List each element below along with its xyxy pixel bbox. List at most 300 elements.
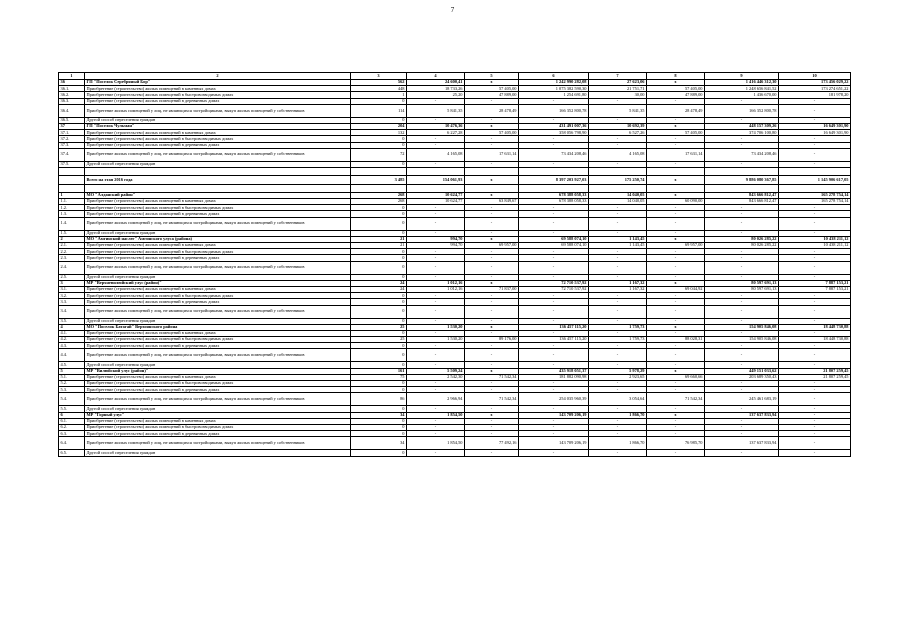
table-cell: 72 710 537,92 bbox=[519, 280, 589, 286]
table-cell: - bbox=[589, 299, 647, 305]
table-cell: - bbox=[647, 211, 705, 217]
table-cell: МР "Вилюйский улус (район)" bbox=[85, 368, 351, 374]
table-cell: - bbox=[465, 249, 519, 255]
table-cell: 4 165,08 bbox=[407, 148, 465, 161]
table-cell: - bbox=[407, 330, 465, 336]
table-cell: - bbox=[465, 424, 519, 430]
table-cell: МО "Амгинский наслег" Амгинского улуса (района) bbox=[85, 236, 351, 242]
table-cell bbox=[407, 167, 465, 175]
table-cell: - bbox=[647, 261, 705, 274]
table-cell: 80 026 285,22 bbox=[705, 236, 779, 242]
table-cell: - bbox=[705, 255, 779, 261]
table-cell: 0 bbox=[351, 293, 407, 299]
table-cell: - bbox=[705, 299, 779, 305]
table-cell: Приобретение (строительство) жилых помещений в быстровозводимых домах bbox=[85, 381, 351, 387]
table-body bbox=[59, 73, 851, 457]
table-cell: 181 978,20 bbox=[779, 92, 851, 98]
table-cell bbox=[589, 184, 647, 192]
table-cell: Приобретение (строительство) жилых помещений в деревянных домах bbox=[85, 431, 351, 437]
table-cell: - bbox=[519, 205, 589, 211]
table-cell: Другой способ переселения граждан bbox=[85, 230, 351, 236]
table-cell: Приобретение (строительство) жилых помещений в каменных домах bbox=[85, 374, 351, 380]
table-cell: 0 bbox=[351, 217, 407, 230]
table-cell bbox=[519, 184, 589, 192]
table-cell: 173 274 651,22 bbox=[779, 86, 851, 92]
table-cell: - bbox=[779, 136, 851, 142]
table-cell: х bbox=[465, 80, 519, 86]
column-number: 6 bbox=[519, 73, 589, 80]
table-cell: 137 637 833,94 bbox=[705, 412, 779, 418]
table-cell: 18 448 730,88 bbox=[779, 324, 851, 330]
table-cell: 4.1. bbox=[59, 330, 85, 336]
table-cell: 0 bbox=[351, 343, 407, 349]
table-cell: - bbox=[519, 349, 589, 362]
table-cell: 5 bbox=[59, 368, 85, 374]
table-cell: 76 985,70 bbox=[647, 437, 705, 450]
table-cell: - bbox=[519, 299, 589, 305]
table-cell: Приобретение жилых помещений у лиц, не являющихся застройщиками, выкуп жилых помещений у собственников bbox=[85, 261, 351, 274]
table-cell: 3 bbox=[59, 280, 85, 286]
table-cell: Приобретение (строительство) жилых помещений в быстровозводимых домах bbox=[85, 424, 351, 430]
table-cell: - bbox=[465, 299, 519, 305]
column-number: 4 bbox=[407, 73, 465, 80]
table-cell: Приобретение жилых помещений у лиц, не являющихся застройщиками, выкуп жилых помещений у собственников bbox=[85, 217, 351, 230]
table-cell: 71 837,00 bbox=[465, 286, 519, 292]
table-row bbox=[59, 437, 851, 450]
table-cell: 24 bbox=[351, 280, 407, 286]
table-cell: 268 bbox=[351, 199, 407, 205]
table-cell: - bbox=[779, 343, 851, 349]
table-cell: - bbox=[589, 343, 647, 349]
table-cell: 14 040,05 bbox=[589, 199, 647, 205]
table-cell: 5.2. bbox=[59, 381, 85, 387]
table-cell: 25,20 bbox=[407, 92, 465, 98]
table-cell: 47 889,00 bbox=[465, 92, 519, 98]
table-cell: 80 597 691,13 bbox=[705, 280, 779, 286]
column-number: 3 bbox=[351, 73, 407, 80]
table-cell: Приобретение жилых помещений у лиц, не являющихся застройщиками, выкуп жилых помещений у собственников bbox=[85, 393, 351, 406]
table-cell: - bbox=[779, 117, 851, 123]
table-cell: 72 bbox=[351, 148, 407, 161]
table-cell: - bbox=[407, 230, 465, 236]
table-cell: - bbox=[589, 362, 647, 368]
table-cell: 5 841,35 bbox=[589, 104, 647, 117]
table-cell: 0 bbox=[351, 230, 407, 236]
table-cell: Приобретение (строительство) жилых помещений в быстровозводимых домах bbox=[85, 136, 351, 142]
table-cell: 1 bbox=[59, 192, 85, 198]
table-cell: 37.2. bbox=[59, 136, 85, 142]
table-cell: - bbox=[779, 148, 851, 161]
table-cell: 0 bbox=[351, 450, 407, 456]
table-cell: - bbox=[705, 249, 779, 255]
table-cell: - bbox=[519, 98, 589, 104]
table-cell: 448 bbox=[351, 86, 407, 92]
table-cell: - bbox=[705, 330, 779, 336]
table-cell: 2 923,65 bbox=[589, 374, 647, 380]
table-cell: - bbox=[407, 387, 465, 393]
table-cell: 80 026 285,22 bbox=[705, 243, 779, 249]
table-cell: Приобретение (строительство) жилых помещений в быстровозводимых домах bbox=[85, 249, 351, 255]
table-cell: 1.2. bbox=[59, 205, 85, 211]
table-cell: МО "Алданский район" bbox=[85, 192, 351, 198]
table-cell: 37.4. bbox=[59, 148, 85, 161]
table-cell: 143 709 206,19 bbox=[519, 412, 589, 418]
table-cell: 1 759,73 bbox=[589, 337, 647, 343]
table-cell: - bbox=[519, 318, 589, 324]
table-cell: Приобретение жилых помещений у лиц, не являющихся застройщиками, выкуп жилых помещений у собственников bbox=[85, 104, 351, 117]
table-cell: х bbox=[465, 123, 519, 129]
table-cell: 1 436 670,00 bbox=[705, 92, 779, 98]
table-cell bbox=[647, 184, 705, 192]
table-cell: Приобретение (строительство) жилых помещений в каменных домах bbox=[85, 418, 351, 424]
table-cell: 166 352 800,78 bbox=[705, 104, 779, 117]
table-cell: - bbox=[705, 211, 779, 217]
table-cell: - bbox=[465, 431, 519, 437]
table-cell: - bbox=[407, 343, 465, 349]
table-cell: 204 bbox=[351, 123, 407, 129]
table-cell: 9 886 080 367,85 bbox=[705, 175, 779, 184]
table-cell: - bbox=[519, 261, 589, 274]
table-cell: - bbox=[589, 230, 647, 236]
table-cell: 678 388 058,33 bbox=[519, 192, 589, 198]
table-cell: - bbox=[705, 161, 779, 167]
table-cell: - bbox=[407, 274, 465, 280]
table-cell bbox=[519, 167, 589, 175]
table-cell: - bbox=[647, 381, 705, 387]
table-cell: 10 692,39 bbox=[589, 123, 647, 129]
table-cell: - bbox=[465, 387, 519, 393]
table-cell: - bbox=[779, 217, 851, 230]
table-cell: - bbox=[705, 274, 779, 280]
table-cell: - bbox=[519, 431, 589, 437]
table-cell: 1 167,32 bbox=[589, 280, 647, 286]
table-cell: 2 bbox=[59, 236, 85, 242]
table-cell: - bbox=[779, 450, 851, 456]
table-cell: - bbox=[407, 349, 465, 362]
table-cell: 10 476,36 bbox=[407, 123, 465, 129]
table-cell: - bbox=[647, 217, 705, 230]
table-cell: - bbox=[407, 261, 465, 274]
table-cell: - bbox=[779, 293, 851, 299]
table-cell: 21 751,71 bbox=[589, 86, 647, 92]
table-cell: х bbox=[465, 324, 519, 330]
table-cell: - bbox=[465, 362, 519, 368]
table-cell: 36.1. bbox=[59, 86, 85, 92]
table-cell: - bbox=[589, 142, 647, 148]
table-cell: 1 416 446 312,30 bbox=[705, 80, 779, 86]
column-number-row bbox=[59, 73, 851, 80]
table-cell: - bbox=[647, 293, 705, 299]
table-cell: 175 250,74 bbox=[589, 175, 647, 184]
table-cell: Приобретение (строительство) жилых помещений в деревянных домах bbox=[85, 142, 351, 148]
table-cell: 165 278 754,14 bbox=[779, 192, 851, 198]
table-cell: 843 666 812,47 bbox=[705, 199, 779, 205]
table-cell: 435 918 051,37 bbox=[519, 368, 589, 374]
table-cell: 25 bbox=[351, 337, 407, 343]
table-cell: 2 542,30 bbox=[407, 374, 465, 380]
table-cell: - bbox=[647, 318, 705, 324]
table-cell: 0 bbox=[351, 261, 407, 274]
table-cell: 6 227,28 bbox=[407, 130, 465, 136]
table-cell: 71 542,34 bbox=[465, 393, 519, 406]
table-cell: - bbox=[465, 450, 519, 456]
table-cell: х bbox=[465, 280, 519, 286]
table-cell: - bbox=[705, 318, 779, 324]
table-cell: - bbox=[519, 136, 589, 142]
table-cell: Приобретение жилых помещений у лиц, не являющихся застройщиками, выкуп жилых помещений у собственников bbox=[85, 437, 351, 450]
table-cell: - bbox=[465, 261, 519, 274]
table-cell: 28 478,49 bbox=[647, 104, 705, 117]
table-cell: 6 527,26 bbox=[589, 130, 647, 136]
table-cell: х bbox=[647, 236, 705, 242]
table-cell: - bbox=[465, 293, 519, 299]
table-cell: - bbox=[779, 330, 851, 336]
table-cell: Приобретение (строительство) жилых помещений в каменных домах bbox=[85, 330, 351, 336]
table-cell: - bbox=[519, 217, 589, 230]
table-cell: х bbox=[647, 368, 705, 374]
table-cell: Приобретение жилых помещений у лиц, не являющихся застройщиками, выкуп жилых помещений у собственников bbox=[85, 305, 351, 318]
table-cell: - bbox=[705, 450, 779, 456]
table-cell: 143 709 206,19 bbox=[519, 437, 589, 450]
table-cell: 17 631,14 bbox=[647, 148, 705, 161]
table-cell: 173 456 029,22 bbox=[779, 80, 851, 86]
table-cell: 7 887 153,21 bbox=[779, 280, 851, 286]
table-row bbox=[59, 167, 851, 175]
table-cell: 18 448 730,88 bbox=[779, 337, 851, 343]
table-cell: 28 478,49 bbox=[465, 104, 519, 117]
table-cell: 0 bbox=[351, 211, 407, 217]
table-cell: - bbox=[407, 117, 465, 123]
table-cell: 37.3. bbox=[59, 142, 85, 148]
table-cell: - bbox=[589, 293, 647, 299]
table-cell: 5 978,29 bbox=[589, 368, 647, 374]
table-cell: - bbox=[779, 381, 851, 387]
table-cell: - bbox=[465, 305, 519, 318]
resettlement-table bbox=[58, 72, 851, 457]
table-cell: - bbox=[407, 161, 465, 167]
table-cell: - bbox=[647, 98, 705, 104]
table-cell: 137 637 833,94 bbox=[705, 437, 779, 450]
table-cell: - bbox=[647, 330, 705, 336]
table-cell: 3.1. bbox=[59, 286, 85, 292]
table-cell: 73 434 208,46 bbox=[705, 148, 779, 161]
table-cell: 431 491 007,36 bbox=[519, 123, 589, 129]
table-cell: 69 588 074,10 bbox=[519, 236, 589, 242]
table-cell: 7 887 153,21 bbox=[779, 286, 851, 292]
table-cell: х bbox=[465, 175, 519, 184]
table-cell: - bbox=[779, 437, 851, 450]
table-cell: - bbox=[465, 330, 519, 336]
table-cell: - bbox=[465, 418, 519, 424]
table-cell: 562 bbox=[351, 80, 407, 86]
table-cell: - bbox=[647, 343, 705, 349]
table-cell: 0 bbox=[351, 136, 407, 142]
table-cell: 16 649 301,90 bbox=[779, 130, 851, 136]
table-cell: Другой способ переселения граждан bbox=[85, 318, 351, 324]
table-cell: 10 438 211,12 bbox=[779, 236, 851, 242]
table-cell: 57 405,00 bbox=[647, 86, 705, 92]
table-cell: 6.4. bbox=[59, 437, 85, 450]
table-cell: - bbox=[407, 142, 465, 148]
table-cell: 1 866,70 bbox=[589, 437, 647, 450]
table-cell: - bbox=[519, 211, 589, 217]
table-cell: - bbox=[647, 424, 705, 430]
table-cell: - bbox=[589, 418, 647, 424]
table-cell: - bbox=[519, 362, 589, 368]
table-cell: 245 461 683,19 bbox=[705, 393, 779, 406]
table-cell: 0 bbox=[351, 406, 407, 412]
table-cell: 36.3. bbox=[59, 98, 85, 104]
table-cell: - bbox=[779, 142, 851, 148]
table-cell bbox=[465, 167, 519, 175]
table-cell: - bbox=[465, 255, 519, 261]
table-cell: 60 090,00 bbox=[647, 199, 705, 205]
table-cell: 1 bbox=[351, 92, 407, 98]
table-cell: - bbox=[519, 255, 589, 261]
table-cell: 181 882 090,98 bbox=[519, 374, 589, 380]
table-cell: - bbox=[465, 230, 519, 236]
table-cell: 6.5. bbox=[59, 450, 85, 456]
table-cell: - bbox=[779, 299, 851, 305]
table-cell: Приобретение жилых помещений у лиц, не являющихся застройщиками, выкуп жилых помещений у собственников bbox=[85, 148, 351, 161]
table-cell bbox=[705, 184, 779, 192]
table-cell: 154 905 846,08 bbox=[705, 337, 779, 343]
table-cell: - bbox=[407, 299, 465, 305]
table-cell: - bbox=[779, 431, 851, 437]
table-cell: 21 807 259,45 bbox=[779, 374, 851, 380]
table-cell: - bbox=[465, 205, 519, 211]
table-cell: - bbox=[519, 117, 589, 123]
table-cell: 36.4. bbox=[59, 104, 85, 117]
table-cell: Приобретение (строительство) жилых помещений в деревянных домах bbox=[85, 98, 351, 104]
table-cell: - bbox=[647, 274, 705, 280]
table-cell: - bbox=[465, 211, 519, 217]
table-cell: 1 143,45 bbox=[589, 236, 647, 242]
table-cell: 994,70 bbox=[407, 243, 465, 249]
table-cell: Приобретение (строительство) жилых помещений в быстровозводимых домах bbox=[85, 337, 351, 343]
table-cell: - bbox=[779, 349, 851, 362]
table-cell: 69 044,92 bbox=[647, 286, 705, 292]
table-cell: х bbox=[647, 80, 705, 86]
table-cell: 5 509,24 bbox=[407, 368, 465, 374]
table-cell: - bbox=[705, 387, 779, 393]
table-cell: 2.4. bbox=[59, 261, 85, 274]
table-cell: - bbox=[589, 161, 647, 167]
table-cell: х bbox=[647, 123, 705, 129]
table-cell: - bbox=[407, 211, 465, 217]
table-cell: - bbox=[519, 274, 589, 280]
table-row bbox=[59, 349, 851, 362]
table-cell: 0 bbox=[351, 349, 407, 362]
table-cell: 3.3. bbox=[59, 299, 85, 305]
table-cell: - bbox=[779, 104, 851, 117]
table-cell: - bbox=[779, 249, 851, 255]
table-cell: 69 957,00 bbox=[647, 243, 705, 249]
table-cell: - bbox=[519, 424, 589, 430]
table-cell: - bbox=[779, 98, 851, 104]
table-cell: Всего на этап 2016 года bbox=[85, 175, 351, 184]
total-row bbox=[59, 175, 851, 184]
table-cell: - bbox=[705, 98, 779, 104]
table-cell: 132 bbox=[351, 130, 407, 136]
table-cell: 1 530,20 bbox=[407, 324, 465, 330]
table-cell: 88 028,31 bbox=[647, 337, 705, 343]
table-row bbox=[59, 104, 851, 117]
table-cell: 1 759,73 bbox=[589, 324, 647, 330]
table-cell: - bbox=[407, 424, 465, 430]
table-cell: - bbox=[465, 117, 519, 123]
table-cell: 86 bbox=[351, 393, 407, 406]
table-cell bbox=[779, 167, 851, 175]
table-cell: - bbox=[407, 136, 465, 142]
table-cell: - bbox=[779, 418, 851, 424]
table-cell: 2.1. bbox=[59, 243, 85, 249]
table-cell: 34 bbox=[351, 437, 407, 450]
table-cell: - bbox=[465, 274, 519, 280]
table-cell: - bbox=[589, 274, 647, 280]
table-cell: МР "Верхневилюйский улус (район)" bbox=[85, 280, 351, 286]
table-cell bbox=[589, 167, 647, 175]
table-cell bbox=[59, 167, 85, 175]
table-cell: 203 689 350,43 bbox=[705, 374, 779, 380]
table-cell: - bbox=[647, 450, 705, 456]
table-cell: - bbox=[779, 387, 851, 393]
table-cell: - bbox=[589, 305, 647, 318]
table-cell: - bbox=[407, 418, 465, 424]
table-cell: - bbox=[519, 249, 589, 255]
table-cell: х bbox=[465, 236, 519, 242]
table-cell: 21 807 259,45 bbox=[779, 368, 851, 374]
table-cell: - bbox=[519, 387, 589, 393]
table-row bbox=[59, 450, 851, 456]
page-number: 7 bbox=[450, 6, 455, 14]
table-cell: 0 bbox=[351, 381, 407, 387]
table-cell: МО "Поселок Батагай" Верхоянского района bbox=[85, 324, 351, 330]
table-cell: 36.2. bbox=[59, 92, 85, 98]
table-cell: 1 143,45 bbox=[589, 243, 647, 249]
table-cell: 0 bbox=[351, 117, 407, 123]
table-cell: - bbox=[647, 431, 705, 437]
table-cell: - bbox=[519, 330, 589, 336]
table-cell: - bbox=[779, 211, 851, 217]
table-cell: 4 165,08 bbox=[589, 148, 647, 161]
table-cell: - bbox=[465, 161, 519, 167]
table-cell bbox=[647, 167, 705, 175]
table-cell: - bbox=[589, 450, 647, 456]
table-cell: 8 397 203 927,03 bbox=[519, 175, 589, 184]
table-cell: 136 457 115,20 bbox=[519, 324, 589, 330]
table-cell: - bbox=[779, 362, 851, 368]
table-cell: 14 040,05 bbox=[589, 192, 647, 198]
table-cell: - bbox=[407, 450, 465, 456]
table-cell: 843 666 812,47 bbox=[705, 192, 779, 198]
table-cell: 1 242 990 282,08 bbox=[519, 80, 589, 86]
table-row bbox=[59, 261, 851, 274]
table-cell: - bbox=[705, 349, 779, 362]
column-number: 1 bbox=[59, 73, 85, 80]
table-cell: 57 405,00 bbox=[647, 130, 705, 136]
table-cell: 4.2. bbox=[59, 337, 85, 343]
table-cell: 34 bbox=[351, 412, 407, 418]
table-cell: - bbox=[705, 362, 779, 368]
table-cell: х bbox=[647, 192, 705, 198]
table-cell: 69 957,00 bbox=[465, 243, 519, 249]
table-cell: 1 254 691,80 bbox=[519, 92, 589, 98]
table-cell: МР "Горный улус" bbox=[85, 412, 351, 418]
table-cell: 358 056 798,90 bbox=[519, 130, 589, 136]
table-cell: - bbox=[519, 230, 589, 236]
table-cell: - bbox=[407, 293, 465, 299]
